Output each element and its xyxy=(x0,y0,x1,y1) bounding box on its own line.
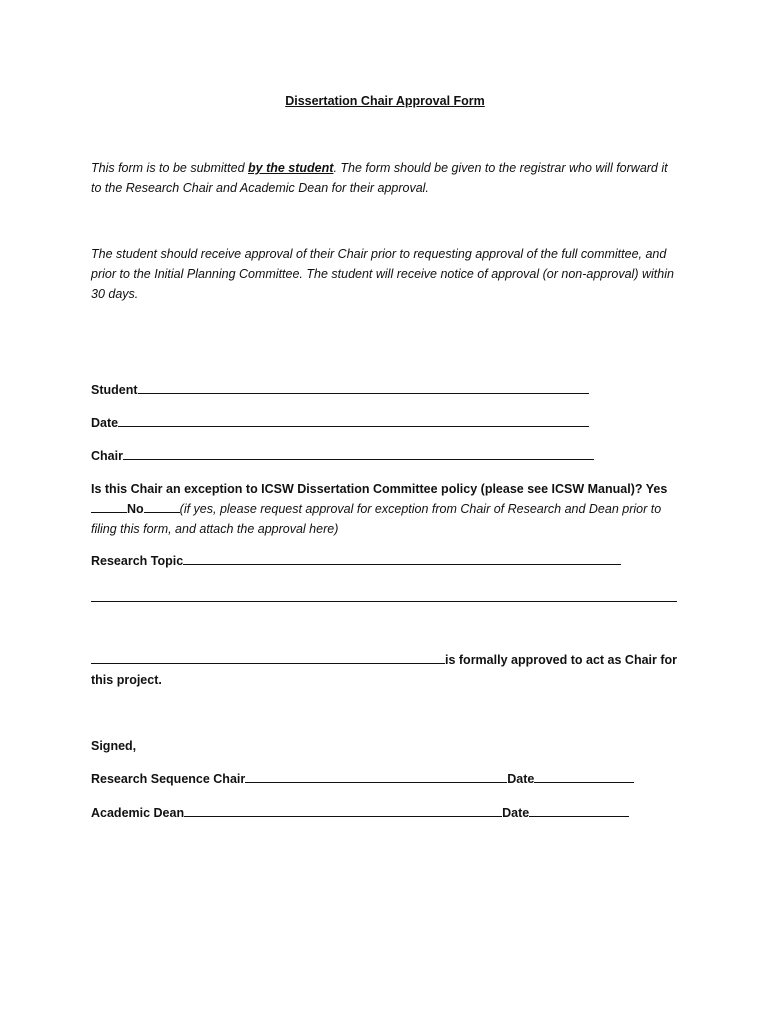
signed-label: Signed, xyxy=(91,739,137,753)
page-title: Dissertation Chair Approval Form xyxy=(285,94,485,108)
student-field xyxy=(91,383,589,397)
dean-signature-line[interactable] xyxy=(184,815,502,817)
rs-chair-label: Research Sequence Chair xyxy=(91,772,246,786)
dean-label: Academic Dean xyxy=(91,806,185,820)
date-input-line[interactable] xyxy=(118,425,589,427)
dean-row xyxy=(91,806,629,820)
yes-input-line[interactable] xyxy=(91,511,127,513)
intro-text-b: . The form should be given to the registrar who will forward it to the Research Chair and Academic Dean for their approval. xyxy=(91,161,668,195)
intro-text-a: This form is to be submitted xyxy=(91,161,249,175)
research-topic-label: Research Topic xyxy=(91,554,184,568)
exception-answer-row xyxy=(91,502,661,516)
dean-date-label: Date xyxy=(502,806,530,820)
dean-date-input-line[interactable] xyxy=(529,815,629,817)
chair-label: Chair xyxy=(91,449,123,463)
intro-paragraph-2: The student should receive approval of their Chair prior to requesting approval of the full committee, and prior to the Initial Planning Committee. The student will receive notice of approval (or non-approval) within 30 days. xyxy=(91,247,674,301)
chair-input-line[interactable] xyxy=(123,458,594,460)
exception-note-line-2: filing this form, and attach the approval here) xyxy=(91,522,339,536)
approved-chair-input-line[interactable] xyxy=(91,662,445,664)
exception-question: Is this Chair an exception to ICSW Dissertation Committee policy (please see ICSW Manual)? Yes xyxy=(91,482,668,496)
rs-date-input-line[interactable] xyxy=(534,781,634,783)
no-input-line[interactable] xyxy=(144,511,180,513)
chair-field xyxy=(91,449,594,463)
student-input-line[interactable] xyxy=(138,392,589,394)
no-label: No xyxy=(127,502,144,516)
approval-text-a: is formally approved to act as Chair for xyxy=(445,653,678,667)
research-topic-field xyxy=(91,554,621,568)
exception-note-line-1: (if yes, please request approval for exception from Chair of Research and Dean prior to xyxy=(179,502,662,516)
rs-date-label: Date xyxy=(507,772,535,786)
approval-text-b: this project. xyxy=(91,673,162,687)
approval-row xyxy=(91,653,677,667)
rs-chair-signature-line[interactable] xyxy=(245,781,507,783)
date-field xyxy=(91,416,589,430)
intro-paragraph-1 xyxy=(91,158,681,198)
student-label: Student xyxy=(91,383,138,397)
date-label: Date xyxy=(91,416,119,430)
research-topic-line-2[interactable] xyxy=(91,601,677,602)
rs-chair-row xyxy=(91,772,634,786)
research-topic-input-line[interactable] xyxy=(183,563,621,565)
intro-emphasis: by the student xyxy=(248,161,334,175)
